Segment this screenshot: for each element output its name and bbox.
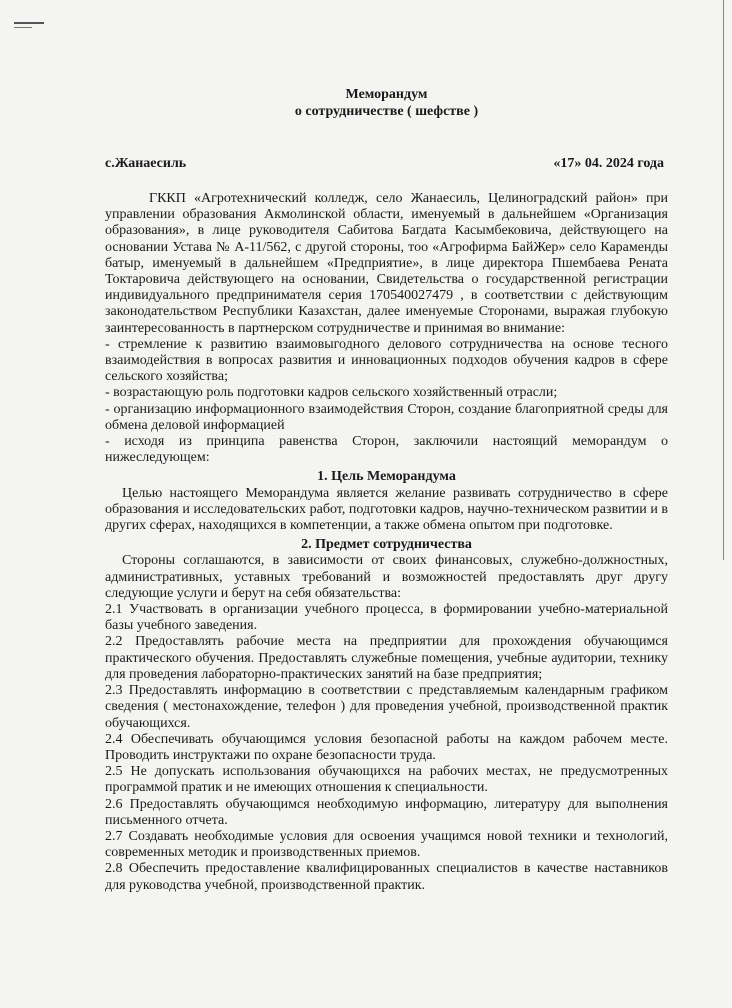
scan-edge-line [723,0,724,560]
section-paragraph: Целью настоящего Меморандума является желание развивать сотрудничество в сфере образования и исследовательских работ, подготовки кадров, научно-техническом развитии и в других сферах, находящихся в компетенции, а также обмена опытом при подготовке. [105,485,668,534]
clause-item: 2.4 Обеспечивать обучающимся условия безопасной работы на каждом рабочем месте. Проводить инструктажи по охране безопасности труда. [105,731,668,763]
place-label: с.Жанаесиль [105,156,187,171]
intro-item: - организацию информационного взаимодействия Сторон, создание благоприятной среды для обмена деловой информацией [105,401,668,433]
clause-item: 2.6 Предоставлять обучающимся необходимую информацию, литературу для выполнения письменного отчета. [105,796,668,828]
intro-item: - стремление к развитию взаимовыгодного делового сотрудничества на основе тесного взаимодействия в вопросах развития и инновационных подходов обучения кадров в сфере сельского хозяйства; [105,336,668,385]
place-date-row [105,156,668,172]
scan-artifact-line [14,22,44,24]
clause-item: 2.2 Предоставлять рабочие места на предприятии для прохождения обучающимся практического обучения. Предоставлять служебные помещения, учебные аудитории, технику для проведения лабораторно-практических занятий на базе предприятия; [105,634,668,682]
date-label: «17» 04. 2024 года [553,156,664,171]
clause-item: 2.7 Создавать необходимые условия для освоения учащимся новой техники и технологий, современных методик и производственных приемов. [105,828,668,861]
document-title: Меморандум [345,87,428,102]
section-heading: 1. Цель Меморандума [317,469,456,485]
clause-item: 2.8 Обеспечить предоставление квалифицированных специалистов в качестве наставников для руководства учебной, производственной практик. [105,861,668,893]
section-heading: 2. Предмет сотрудничества [301,537,472,553]
intro-item: - возрастающую роль подготовки кадров сельского хозяйственный отрасли; [105,385,558,401]
clause-item: 2.5 Не допускать использования обучающихся на рабочих местах, не предусмотренных программой пратик и не имеющих отношения к специальности. [105,764,668,796]
section-paragraph: Стороны соглашаются, в зависимости от своих финансовых, служебно-должностных, административных, уставных требований и возможностей предоставлять друг другу следующие услуги и берут на себя обязательства: [105,553,668,601]
document-page [105,86,668,894]
intro-item: - исходя из принципа равенства Сторон, заключили настоящий меморандум о нижеследующем: [105,434,668,466]
document-subtitle: о сотрудничестве ( шефстве ) [294,104,479,119]
intro-paragraph: ГККП «Агротехнический колледж, село Жанаесиль, Целиноградский район» при управлении образования Акмолинской области, именуемый в дальнейшем «Организация образования», в лице руководителя Сабитова Багдата Касымбековича, действующего на основании Устава № А-11/562, с другой стороны, тоо «Агрофирма БайЖер» село Караменды батыр, именуемый в дальнейшем «Предприятие», в лице директора Пшембаева Рената Токтаровича действующего на основании, Свидетельства о государственной регистрации индивидуального предпринимателя серия 170540027479 , в соответствии с действующим законодательством Республики Казахстан, далее именуемые Сторонами, выражая глубокую заинтересованность в партнерском сотрудничестве и принимая во внимание: [105,191,668,336]
scan-artifact-line [14,27,32,28]
clause-item: 2.1 Участвовать в организации учебного процесса, в формировании учебно-материальной базы учебного заведения. [105,602,668,634]
clause-item: 2.3 Предоставлять информацию в соответствии с представляемым календарным графиком сведения ( местонахождение, телефон ) для проведения учебной, производственной практик обучающихся. [105,683,668,731]
